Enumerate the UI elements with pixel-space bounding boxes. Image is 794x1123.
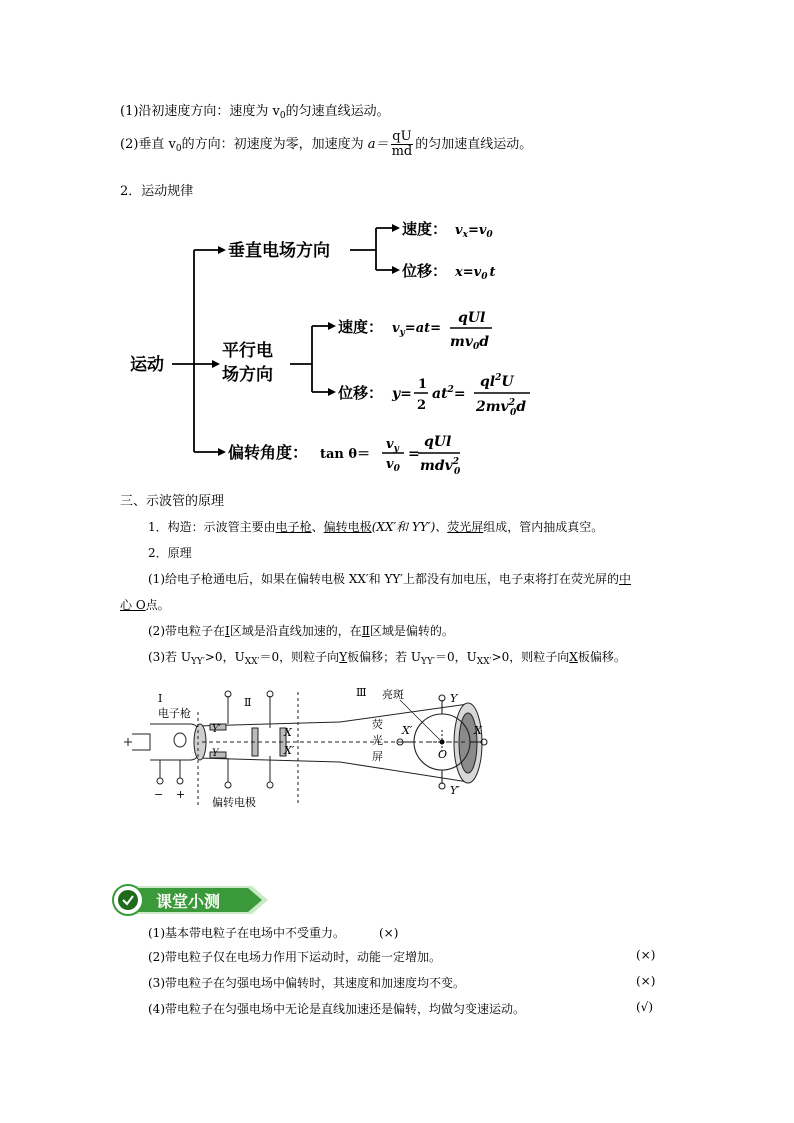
oscilloscope-figure: [120, 682, 500, 812]
line1-sub: 0: [279, 111, 286, 121]
fig-label-gun: 电子枪: [158, 707, 191, 720]
fig-label-screen-2: 光: [372, 734, 383, 747]
tree-perp-branch: 垂直电场方向: [228, 241, 330, 261]
tree-angle-eq: =: [408, 446, 420, 462]
tree-angle-f1-den: $v_0$: [386, 457, 400, 474]
quiz-badge: [112, 884, 272, 916]
oscilloscope-structure: 1．构造：示波管主要由电子枪、偏转电极(XX′和 YY′)、荧光屏组成，管内抽成真空。: [148, 520, 604, 534]
line2-text: (2)垂直 v: [120, 137, 176, 152]
fig-label-screen-1: 荧: [372, 718, 383, 731]
tree-para-branch-2: 场方向: [222, 365, 273, 385]
quiz-badge-label: 课堂小测: [156, 892, 221, 911]
fig-label-X-plate: X: [284, 726, 292, 739]
fig-label-plus: +: [176, 788, 186, 801]
principle-item-1-cont: 心 O点。: [120, 598, 170, 612]
principle-item-2: (2)带电粒子在Ⅰ区域是沿直线加速的，在Ⅱ区域是偏转的。: [148, 624, 454, 638]
accel-numerator: qU: [392, 129, 412, 144]
principle-item-1: (1)给电子枪通电后，如果在偏转电极 XX′和 YY′上都没有加电压，电子束将打在荧光屏的中: [148, 572, 632, 586]
tree-para-disp-num: $ql^2U$: [480, 373, 514, 390]
tree-para-velocity-num: qUl: [458, 310, 486, 326]
quiz-mark: (√): [636, 1000, 654, 1014]
tree-para-branch-1: 平行电: [222, 341, 273, 361]
fig-label-Yp-bottom: Y′: [450, 784, 460, 797]
tree-para-displacement-label: 位移：: [338, 384, 384, 402]
tree-perp-displacement-expr: $x=v_0$ t: [455, 265, 496, 282]
fig-label-III: Ⅲ: [356, 686, 367, 699]
quiz-item: (2)带电粒子仅在电场力作用下运动时，动能一定增加。: [148, 950, 442, 964]
fig-label-spot: 亮斑: [382, 688, 404, 701]
tree-angle-f1-num: $v_y$: [386, 437, 399, 454]
accel-fraction: [391, 130, 414, 159]
line-perpendicular: [120, 130, 532, 159]
tree-half-den: 2: [417, 398, 427, 413]
tree-root: 运动: [130, 355, 164, 375]
line-initial-velocity: [120, 100, 390, 121]
quiz-mark: (×): [636, 948, 656, 962]
fig-label-O: O: [438, 748, 448, 761]
fig-label-Xp-plate: X′: [284, 744, 295, 757]
fig-label-screen-3: 屏: [372, 750, 383, 763]
tree-angle-tan: tan θ＝: [320, 447, 371, 462]
oscilloscope-principle-heading: 2．原理: [148, 546, 192, 560]
line2-mid: 的方向：初速度为零，加速度为: [181, 137, 364, 152]
tree-angle-f2-num: qUl: [424, 434, 452, 450]
motion-law-diagram: [0, 200, 794, 480]
tree-angle-f2-den: mdv$^2$ 0: [420, 457, 461, 477]
quiz-mark: (×): [379, 926, 399, 940]
tree-angle-label: 偏转角度：: [228, 443, 309, 462]
accel-denominator: md: [391, 144, 413, 159]
line2-text-end: 的匀加速直线运动。: [415, 137, 533, 152]
section-oscilloscope-title: 三、示波管的原理: [120, 494, 225, 509]
tree-perp-displacement-label: 位移：: [402, 262, 448, 280]
fig-label-II: Ⅱ: [244, 696, 252, 709]
fig-label-Yp-plate: Y′: [212, 724, 221, 735]
line2-sub: 0: [175, 144, 182, 154]
quiz-item: (3)带电粒子在匀强电场中偏转时，其速度和加速度均不变。: [148, 976, 466, 990]
tree-para-velocity-label: 速度：: [338, 318, 384, 336]
fig-label-electrode: 偏转电极: [212, 796, 256, 809]
quiz-mark: (×): [636, 974, 656, 988]
fig-label-I: Ⅰ: [158, 692, 163, 705]
tree-para-at: $at^2=$: [432, 385, 466, 402]
fig-label-minus: −: [154, 788, 164, 801]
tree-para-velocity-expr: $v_y=at=$: [392, 321, 442, 338]
tree-para-displacement-y: y=: [392, 386, 412, 402]
heading-motion-law: 2．运动规律: [120, 184, 194, 199]
tree-half-num: 1: [418, 377, 428, 392]
fig-label-Y-top: Y: [450, 692, 458, 705]
quiz-item: (4)带电粒子在匀强电场中无论是直线加速还是偏转，均做匀变速运动。: [148, 1002, 526, 1016]
fig-label-Y-plate: Y: [212, 748, 219, 759]
principle-item-3: (3)若 $U_{YY'}>0$，$U_{XX'}=0$，则粒子向Y板偏移；若 $U_{YY'}=0$，$U_{XX'}>0$，则粒子向X板偏移。: [148, 650, 626, 667]
tree-para-velocity-den: $mv_0d$: [450, 334, 490, 352]
tree-perp-velocity-label: 速度：: [402, 220, 448, 238]
fig-label-Xp-left: X′: [402, 724, 413, 737]
accel-symbol: a＝: [367, 137, 389, 152]
line1-text: (1)沿初速度方向：速度为 v: [120, 104, 280, 119]
tree-perp-velocity-expr: $v_x=v_0$: [455, 223, 493, 240]
quiz-item: (1)基本带电粒子在电场中不受重力。 (×): [148, 926, 399, 940]
tree-para-disp-den: $2mv^2$ 0d: [476, 398, 527, 418]
fig-label-X-right: X: [474, 724, 482, 737]
line1-text-end: 的匀速直线运动。: [285, 104, 390, 119]
